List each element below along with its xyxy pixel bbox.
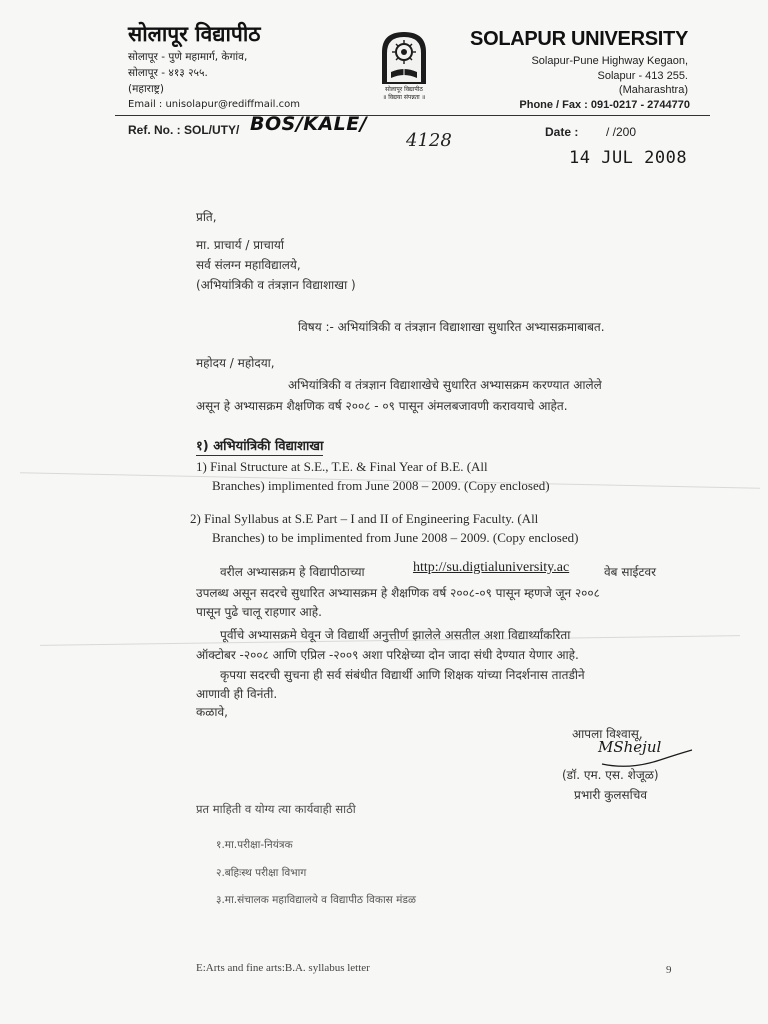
stamped-date: 14 JUL 2008 [569,148,688,168]
address-marathi-line2: सोलापूर - ४१३ २५५. [128,67,208,79]
kalave: कळावे, [196,705,228,719]
university-email: Email : unisolapur@rediffmail.com [128,99,300,110]
phone-fax: Phone / Fax : 091-0217 - 2744770 [519,99,690,111]
address-english-line1: Solapur-Pune Highway Kegaon, [531,55,688,67]
university-name-english: SOLAPUR UNIVERSITY [470,28,688,50]
ref-number-label: Ref. No. : SOL/UTY/ [128,123,240,137]
letter-subject: विषय :- अभियांत्रिकी व तंत्रज्ञान विद्याशाखा सुधारित अभ्यासक्रमाबाबत. [298,320,605,334]
logo-caption-line1: सोलापूर विद्यापीठ [385,86,423,93]
intro-line1: अभियांत्रिकी व तंत्रज्ञान विद्याशाखेचे सुधारित अभ्यासक्रम करण्यात आलेले [288,378,602,392]
signature-closing: आपला विश्वासू, [572,727,643,741]
university-logo [374,26,434,106]
item2-line1: 2) Final Syllabus at S.E Part – I and II of Engineering Faculty. (All [190,511,539,526]
section-heading: १) अभियांत्रिकी विद्याशाखा [196,436,323,456]
copy-to-item-2: २.बहिःस्थ परीक्षा विभाग [216,867,307,879]
address-marathi-line3: (महाराष्ट्र) [128,83,164,95]
ref-handwritten-number: 4128 [406,130,452,151]
signatory-name: (डॉ. एम. एस. शेजूळ) [562,768,659,782]
para3-line1: कृपया सदरची सुचना ही सर्व संबंधीत विद्यार्थी आणि शिक्षक यांच्या निदर्शनास तातडीने [220,668,585,682]
para1-line3: पासून पुढे चालू राहणार आहे. [196,605,322,619]
footer-file-path: E:Arts and fine arts:B.A. syllabus letter [196,962,370,974]
para3-line2: आणावी ही विनंती. [196,687,278,701]
copy-to-item-1: १.मा.परीक्षा-नियंत्रक [216,839,293,851]
university-website-link[interactable]: http://su.digtialuniversity.ac [413,560,570,575]
address-english-line3: (Maharashtra) [618,84,688,96]
para1-part-b: वेब साईटवर [604,565,657,579]
date-label: Date : [545,125,579,139]
address-english-line2: Solapur - 413 255. [597,70,688,82]
signatory-designation: प्रभारी कुलसचिव [574,788,648,802]
recipient-line3: (अभियांत्रिकी व तंत्रज्ञान विद्याशाखा ) [196,278,356,292]
intro-line2: असून हे अभ्यासक्रम शैक्षणिक वर्ष २००८ - ०९ पासून अंमलबजावणी करावयाचे आहेत. [196,399,568,413]
logo-caption-line2: ॥ विद्यया संपन्नता ॥ [382,94,426,101]
recipient-prati: प्रति, [196,210,217,224]
item1-line1: 1) Final Structure at S.E., T.E. & Final Year of B.E. (All [196,459,488,474]
para1-part-a: वरील अभ्यासक्रम हे विद्यापीठाच्या [220,565,365,579]
date-slots: / /200 [606,125,637,139]
para1-line2: उपलब्ध असून सदरचे सुधारित अभ्यासक्रम हे शैक्षणिक वर्ष २००८-०९ पासून म्हणजे जून २००८ [196,586,600,600]
copy-to-item-3: ३.मा.संचालक महाविद्यालये व विद्यापीठ विकास मंडळ [216,894,416,906]
letterhead-divider [115,115,710,116]
recipient-line1: मा. प्राचार्य / प्राचार्या [196,238,284,252]
university-name-marathi: सोलापूर विद्यापीठ [128,22,261,46]
recipient-line2: सर्व संलग्न महाविद्यालये, [196,258,301,272]
footer-page-number: 9 [666,964,672,976]
item2-line2: Branches) to be implimented from June 2008 – 2009. (Copy enclosed) [212,530,579,545]
para2-line2: ऑक्टोबर -२००८ आणि एप्रिल -२००९ अशा परिक्षेच्या दोन जादा संधी देण्यात येणार आहे. [196,648,579,662]
salutation: महोदय / महोदया, [196,356,275,370]
copy-to-heading: प्रत माहिती व योग्य त्या कार्यवाही साठी [196,802,356,816]
signature-scribble: MShejul [598,738,662,756]
ref-handwritten-code: BOS/KALE/ [250,113,368,135]
para2-line1: पूर्वीचे अभ्यासक्रमे घेवून जे विद्यार्थी अनुत्तीर्ण झालेले असतील अशा विद्यार्थ्यांकरिता [220,628,571,642]
address-marathi-line1: सोलापूर - पुणे महामार्ग, केगांव, [128,51,248,63]
item1-line2: Branches) implimented from June 2008 – 2009. (Copy enclosed) [212,478,550,493]
